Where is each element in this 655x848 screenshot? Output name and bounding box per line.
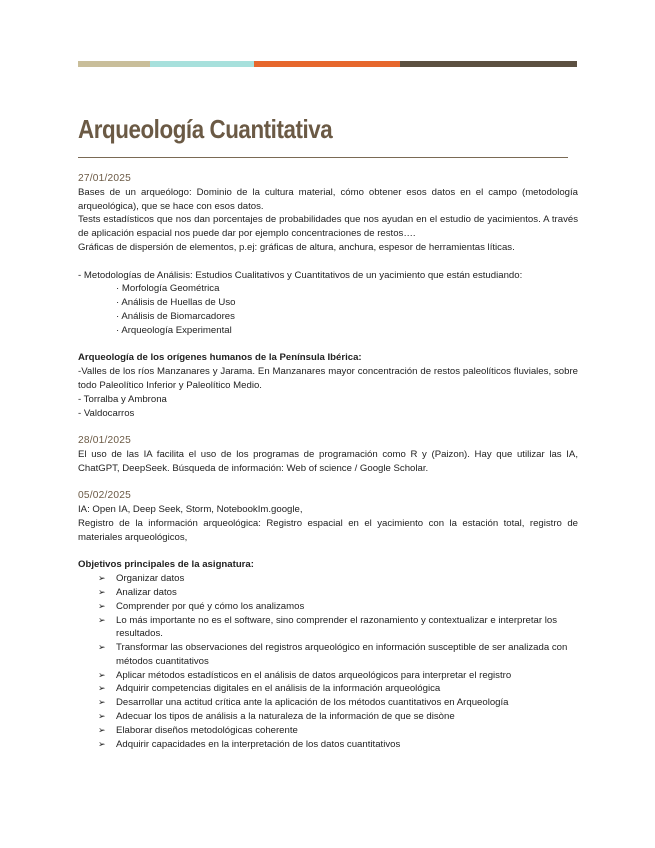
paragraph: Gráficas de dispersión de elementos, p.ej: gráficas de altura, anchura, espesor de herramientas líticas. bbox=[78, 241, 515, 253]
list-item: ➢ Adquirir capacidades en la interpretación de los datos cuantitativos bbox=[98, 738, 401, 750]
arrow-bullet-icon: ➢ bbox=[98, 573, 106, 584]
list-item: ➢ Organizar datos bbox=[98, 573, 185, 585]
list-item: ➢ Desarrollar una actitud crítica ante la aplicación de los métodos cuantitativos en Arqueología bbox=[98, 697, 509, 709]
list-item: ➢ Adecuar los tipos de análisis a la naturaleza de la información de que se disòne bbox=[98, 711, 455, 723]
method-item: · Análisis de Biomarcadores bbox=[116, 310, 235, 322]
page-title: Arqueología Cuantitativa bbox=[78, 114, 333, 144]
color-bar-segment-orange bbox=[254, 61, 400, 67]
list-item: ➢ Aplicar métodos estadísticos en el análisis de datos arqueológicos para interpretar el registro bbox=[98, 669, 512, 681]
arrow-bullet-icon: ➢ bbox=[98, 711, 106, 722]
site-item: - Torralba y Ambrona bbox=[78, 393, 167, 405]
paragraph: El uso de las IA facilita el uso de los programas de programación como R y (Paizon). Hay que utilizar las IA, ChatGPT, DeepSeek. Búsqueda de información: Web of science / Google Scholar. bbox=[78, 448, 578, 474]
paragraph: Tests estadísticos que nos dan porcentajes de probabilidades que nos ayudan en el estudio de yacimientos. A través de aplicación espacial nos puede dar por ejemplo concentraciones de restos…. bbox=[78, 214, 578, 240]
site-item: - Valdocarros bbox=[78, 407, 135, 419]
arrow-bullet-icon: ➢ bbox=[98, 642, 106, 653]
method-item: · Análisis de Huellas de Uso bbox=[116, 297, 236, 309]
list-item: ➢ Lo más importante no es el software, sino comprender el razonamiento y contextualizar e interpretar los resultados. bbox=[98, 614, 557, 640]
paragraph: Registro de la información arqueológica: Registro espacial en el yacimiento con la estación total, registro de materiales arqueológicos, bbox=[78, 517, 578, 543]
objectives-list bbox=[78, 572, 578, 751]
methods-intro: - Metodologías de Análisis: Estudios Cualitativos y Cuantitativos de un yacimiento que están estudiando: bbox=[78, 269, 523, 281]
document-body bbox=[78, 172, 578, 751]
paragraph: Bases de un arqueólogo: Dominio de la cultura material, cómo obtener esos datos en el campo (metodología arqueológica), que se hace con esos datos. bbox=[78, 186, 578, 212]
color-bar-segment-brown bbox=[400, 61, 577, 67]
decorative-color-bar bbox=[78, 61, 577, 67]
color-bar-segment-beige bbox=[78, 61, 150, 67]
section-heading: Objetivos principales de la asignatura: bbox=[78, 559, 254, 571]
method-item: · Morfología Geométrica bbox=[116, 283, 220, 295]
entry-date: 28/01/2025 bbox=[78, 435, 131, 447]
arrow-bullet-icon: ➢ bbox=[98, 683, 106, 694]
section-heading: Arqueología de los orígenes humanos de la Península Ibérica: bbox=[78, 352, 362, 364]
arrow-bullet-icon: ➢ bbox=[98, 586, 106, 597]
list-item: ➢ Comprender por qué y cómo los analizamos bbox=[98, 600, 305, 612]
arrow-bullet-icon: ➢ bbox=[98, 600, 106, 611]
method-item: · Arqueología Experimental bbox=[116, 324, 232, 336]
arrow-bullet-icon: ➢ bbox=[98, 738, 106, 749]
title-underline bbox=[78, 157, 568, 158]
list-item: ➢ Transformar las observaciones del registros arqueológico en información susceptible de ser analizada con métodos cuantitativos bbox=[98, 642, 568, 667]
list-item: ➢ Adquirir competencias digitales en el análisis de la información arqueológica bbox=[98, 683, 441, 695]
arrow-bullet-icon: ➢ bbox=[98, 697, 106, 708]
color-bar-segment-teal bbox=[150, 61, 254, 67]
paragraph: IA: Open IA, Deep Seek, Storm, NotebookIm.google, bbox=[78, 504, 303, 516]
entry-date: 05/02/2025 bbox=[78, 490, 131, 502]
paragraph: -Valles de los ríos Manzanares y Jarama. En Manzanares mayor concentración de restos paleolíticos fluviales, sobre todo Paleolítico Inferior y Paleolítico Medio. bbox=[78, 366, 578, 391]
arrow-bullet-icon: ➢ bbox=[98, 614, 106, 625]
arrow-bullet-icon: ➢ bbox=[98, 724, 106, 735]
list-item: ➢ Elaborar diseños metodológicas coherente bbox=[98, 724, 298, 736]
list-item: ➢ Analizar datos bbox=[98, 586, 177, 598]
arrow-bullet-icon: ➢ bbox=[98, 669, 106, 680]
entry-date: 27/01/2025 bbox=[78, 173, 131, 184]
